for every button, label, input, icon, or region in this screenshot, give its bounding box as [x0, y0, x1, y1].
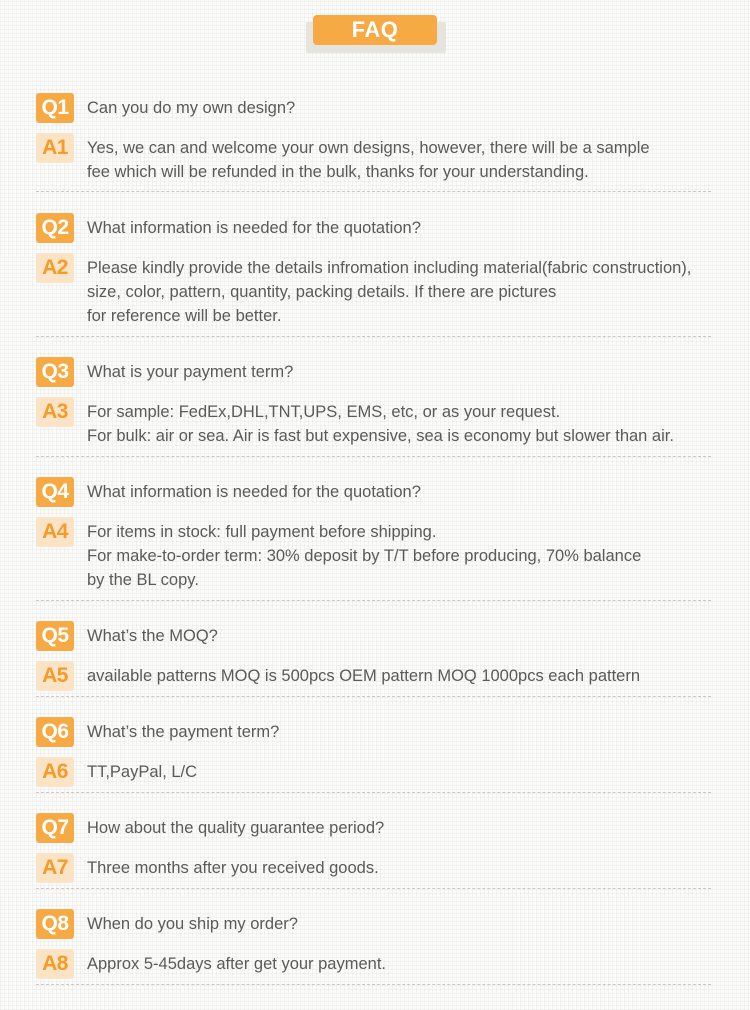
question-text: Can you do my own design? — [87, 99, 296, 117]
answer-label-badge: A7 — [36, 853, 74, 883]
question-text: What’s the MOQ? — [87, 627, 218, 645]
answer-text: TT,PayPal, L/C — [87, 763, 198, 781]
dashed-divider — [36, 696, 711, 697]
dashed-divider — [36, 191, 711, 192]
answer-label-badge: A5 — [36, 661, 74, 691]
question-text: What information is needed for the quotation? — [87, 483, 421, 501]
answer-text: Approx 5-45days after get your payment. — [87, 955, 386, 973]
question-label-badge: Q5 — [36, 621, 74, 651]
question-text: What’s the payment term? — [87, 723, 280, 741]
answer-label-badge: A1 — [36, 133, 74, 163]
faq-title: FAQ — [351, 17, 399, 42]
question-label-badge: Q3 — [36, 357, 74, 387]
answer-label-badge: A4 — [36, 517, 74, 547]
dashed-divider — [36, 984, 711, 985]
question-label-badge: Q1 — [36, 93, 74, 123]
dashed-divider — [36, 600, 711, 601]
question-label-badge: Q7 — [36, 813, 74, 843]
answer-text: Three months after you received goods. — [87, 859, 379, 877]
dashed-divider — [36, 456, 711, 457]
question-text: How about the quality guarantee period? — [87, 819, 385, 837]
question-text: What information is needed for the quotation? — [87, 219, 421, 237]
answer-text: For items in stock: full payment before shipping. For make-to-order term: 30% deposit by T/T before producing, 70% balance by the BL copy. — [87, 523, 642, 589]
question-label-badge: Q8 — [36, 909, 74, 939]
answer-label-badge: A6 — [36, 757, 74, 787]
dashed-divider — [36, 792, 711, 793]
answer-text: Please kindly provide the details infromation including material(fabric construction), size, color, pattern, quantity, packing details. If there are pictures for reference will be better. — [87, 259, 692, 325]
question-label-badge: Q6 — [36, 717, 74, 747]
question-label-badge: Q2 — [36, 213, 74, 243]
dashed-divider — [36, 336, 711, 337]
answer-text: For sample: FedEx,DHL,TNT,UPS, EMS, etc, or as your request. For bulk: air or sea. Air is fast but expensive, sea is economy but slower than air. — [87, 403, 674, 445]
answer-text: available patterns MOQ is 500pcs OEM pattern MOQ 1000pcs each pattern — [87, 667, 641, 685]
dashed-divider — [36, 888, 711, 889]
question-label-badge: Q4 — [36, 477, 74, 507]
answer-label-badge: A3 — [36, 397, 74, 427]
answer-label-badge: A2 — [36, 253, 74, 283]
question-text: When do you ship my order? — [87, 915, 298, 933]
question-text: What is your payment term? — [87, 363, 294, 381]
answer-text: Yes, we can and welcome your own designs, however, there will be a sample fee which will be refunded in the bulk, thanks for your understanding. — [87, 139, 650, 181]
answer-label-badge: A8 — [36, 949, 74, 979]
